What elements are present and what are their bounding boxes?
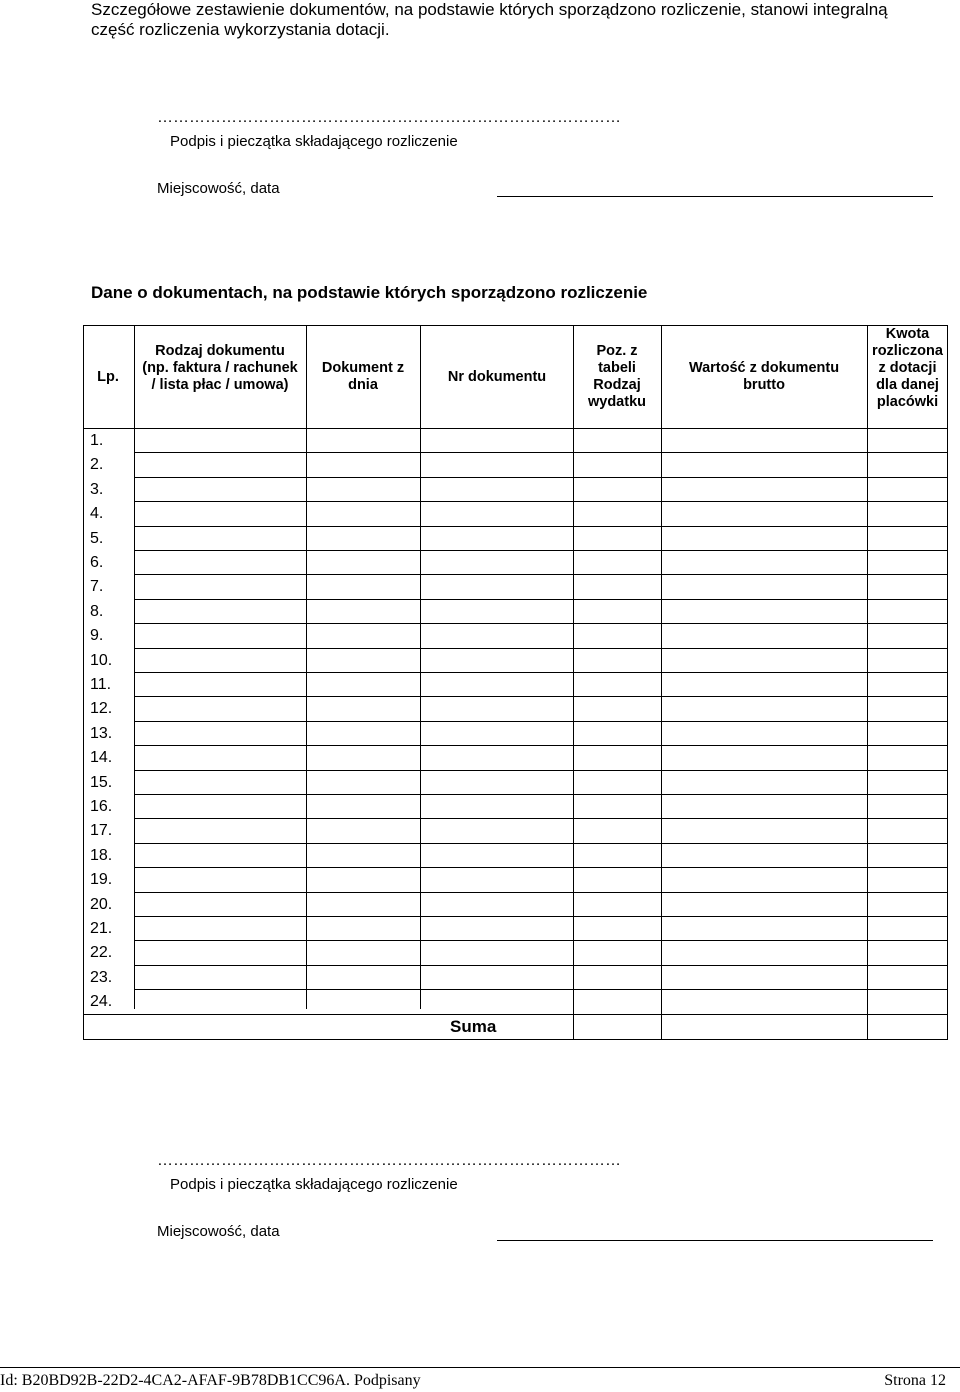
- table-row-line: [134, 867, 948, 868]
- row-number: 22.: [90, 944, 113, 962]
- row-number: 9.: [90, 627, 104, 645]
- row-number: 23.: [90, 968, 113, 986]
- sum-label: Suma: [450, 1017, 497, 1036]
- row-number: 19.: [90, 871, 113, 889]
- header-rodzaj-dokumentu: Rodzaj dokumentu (np. faktura / rachunek / lista płac / umowa): [142, 343, 298, 393]
- table-row-line: [134, 550, 948, 551]
- row-number: 11.: [90, 676, 112, 693]
- table-row-line: [134, 745, 948, 746]
- row-number: 18.: [90, 846, 113, 864]
- table-header-bottom-line: [83, 428, 948, 429]
- table-title: Dane o dokumentach, na podstawie których sporządzono rozliczenie: [91, 283, 648, 302]
- table-row-line: [134, 648, 948, 649]
- row-number: 6.: [90, 554, 104, 571]
- header-nr-dokumentu: Nr dokumentu: [447, 369, 547, 385]
- table-row-line: [134, 940, 948, 941]
- row-number: 16.: [90, 798, 113, 815]
- table-col-divider: [573, 325, 574, 1039]
- table-border-right: [947, 325, 948, 1039]
- row-number: 1.: [90, 432, 104, 449]
- table-col-divider: [867, 325, 868, 1039]
- table-row-line: [134, 696, 948, 697]
- header-dokument-z-dnia: Dokument z dnia: [321, 360, 405, 393]
- row-number: 12.: [90, 700, 113, 718]
- table-row-line: [134, 477, 948, 478]
- table-col-divider: [661, 325, 662, 1039]
- row-number: 2.: [90, 456, 104, 474]
- row-number: 7.: [90, 578, 104, 596]
- table-row-line: [134, 794, 948, 795]
- row-number: 24.: [90, 993, 113, 1011]
- row-number: 4.: [90, 505, 104, 523]
- row-number: 10.: [90, 651, 113, 669]
- table-row-line: [134, 721, 948, 722]
- table-row-line: [134, 526, 948, 527]
- table-row-line: [134, 452, 948, 453]
- table-row-line: [134, 818, 948, 819]
- table-border-top: [83, 325, 948, 326]
- table-row-line: [134, 672, 948, 673]
- row-number: 21.: [90, 920, 113, 937]
- row-number: 17.: [90, 822, 113, 840]
- row-number: 5.: [90, 529, 104, 547]
- table-border-left: [83, 325, 84, 1039]
- signature-label-top: Podpis i pieczątka składającego rozliczenie: [170, 133, 458, 150]
- header-poz-z-tabeli: Poz. z tabeli Rodzaj wydatku: [587, 343, 646, 410]
- table-row-line: [134, 770, 948, 771]
- table-row-line: [134, 916, 948, 917]
- row-number: 15.: [90, 773, 113, 791]
- document-id: Id: B20BD92B-22D2-4CA2-AFAF-9B78DB1CC96A. Podpisany: [0, 1372, 421, 1389]
- table-row-line: [134, 892, 948, 893]
- row-number: 3.: [90, 480, 104, 498]
- row-number: 20.: [90, 895, 113, 913]
- table-row-line: [134, 843, 948, 844]
- place-date-line-top[interactable]: [497, 196, 933, 197]
- place-date-label-bottom: Miejscowość, data: [157, 1223, 280, 1240]
- place-date-label-top: Miejscowość, data: [157, 180, 280, 197]
- footer-rule: [0, 1367, 960, 1368]
- intro-paragraph: Szczegółowe zestawienie dokumentów, na podstawie których sporządzono rozliczenie, stanowi integralną część rozliczenia wykorzystania dotacji.: [91, 0, 888, 39]
- row-number: 14.: [90, 749, 113, 767]
- table-row-line: [134, 623, 948, 624]
- signature-dots-bottom: ……………………………………………………………………………: [157, 1152, 621, 1169]
- signature-dots-top: ……………………………………………………………………………: [157, 109, 621, 126]
- header-kwota-rozliczona: Kwota rozliczona z dotacji dla danej placówki: [872, 326, 943, 410]
- row-number: 8.: [90, 602, 104, 620]
- row-number: 13.: [90, 724, 113, 742]
- page-number: Strona 12: [884, 1372, 946, 1389]
- header-wartosc-brutto: Wartość z dokumentu brutto: [688, 360, 840, 393]
- table-border-bottom: [83, 1039, 948, 1040]
- table-row-line: [134, 989, 948, 990]
- table-row-line: [134, 574, 948, 575]
- table-row-line: [134, 965, 948, 966]
- table-row-line: [83, 1014, 948, 1015]
- table-row-line: [134, 501, 948, 502]
- signature-label-bottom: Podpis i pieczątka składającego rozliczenie: [170, 1176, 458, 1193]
- table-row-line: [134, 599, 948, 600]
- header-lp: Lp.: [97, 369, 119, 385]
- place-date-line-bottom[interactable]: [497, 1240, 933, 1241]
